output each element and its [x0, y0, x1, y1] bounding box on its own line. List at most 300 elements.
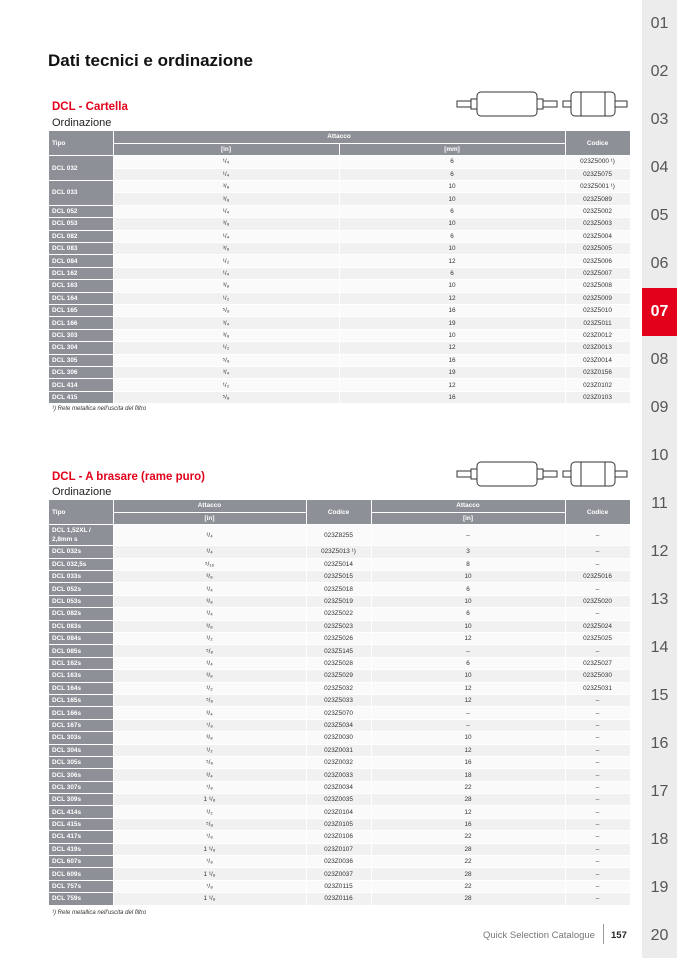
section1-title: DCL - Cartella — [52, 101, 128, 113]
cell-in2: 22 — [371, 880, 565, 892]
cell-in2: 12 — [371, 806, 565, 818]
cell-codice: 023Z5026 — [306, 633, 371, 645]
cell-codice2: – — [565, 719, 630, 731]
cell-tipo: DCL 304s — [49, 744, 113, 756]
footer-page-number: 157 — [611, 930, 627, 941]
table-row — [49, 546, 630, 558]
sidebar-tab-19[interactable]: 19 — [650, 879, 669, 896]
section2-subtitle: Ordinazione — [52, 486, 112, 498]
cell-in2: 10 — [371, 571, 565, 583]
cell-codice: 023Z0037 — [306, 868, 371, 880]
cell-in2: 10 — [371, 670, 565, 682]
cell-tipo: DCL 082 — [49, 230, 113, 242]
cell-codice2: – — [565, 694, 630, 706]
cell-in2: – — [371, 645, 565, 657]
cell-in: ³/₄ — [113, 366, 339, 378]
cell-codice: 023Z8255 — [306, 525, 371, 546]
sidebar-tab-07[interactable]: 07 — [642, 288, 677, 336]
cell-codice2: – — [565, 818, 630, 830]
cell-in: ³/₈ — [113, 732, 306, 744]
cell-in: ⁵/₈ — [113, 391, 339, 403]
cell-in2: 16 — [371, 756, 565, 768]
cell-in2: 6 — [371, 608, 565, 620]
table-row — [49, 205, 630, 217]
cell-tipo: DCL 306s — [49, 769, 113, 781]
table-row — [49, 329, 630, 341]
cell-codice2: – — [565, 831, 630, 843]
cell-codice: 023Z5004 — [565, 230, 630, 242]
cell-codice: 023Z0031 — [306, 744, 371, 756]
cell-codice: 023Z5034 — [306, 719, 371, 731]
table-row — [49, 156, 630, 168]
cell-mm: 19 — [339, 366, 565, 378]
table-row — [49, 868, 630, 880]
table-row — [49, 806, 630, 818]
table-row — [49, 366, 630, 378]
cell-codice2: – — [565, 546, 630, 558]
sidebar-tab-06[interactable]: 06 — [650, 255, 669, 272]
cell-tipo: DCL 082s — [49, 608, 113, 620]
cell-tipo: DCL 167s — [49, 719, 113, 731]
cell-tipo: DCL 305 — [49, 354, 113, 366]
cell-codice2: – — [565, 744, 630, 756]
cell-in2: 10 — [371, 620, 565, 632]
table-row — [49, 595, 630, 607]
cell-in2: 6 — [371, 657, 565, 669]
table-row — [49, 843, 630, 855]
cell-tipo: DCL 759s — [49, 893, 113, 905]
cell-in: ³/₄ — [113, 769, 306, 781]
cell-in2: 22 — [371, 781, 565, 793]
cell-codice: 023Z5033 — [306, 694, 371, 706]
cell-codice: 023Z0033 — [306, 769, 371, 781]
cell-codice2: – — [565, 880, 630, 892]
cell-mm: 6 — [339, 205, 565, 217]
sidebar-tab-09[interactable]: 09 — [650, 399, 669, 416]
cell-mm: 6 — [339, 156, 565, 168]
cell-in2: 18 — [371, 769, 565, 781]
cell-codice2: – — [565, 583, 630, 595]
table-row — [49, 769, 630, 781]
cell-tipo: DCL 305s — [49, 756, 113, 768]
cell-codice: 023Z5005 — [565, 243, 630, 255]
sidebar-tab-17[interactable]: 17 — [650, 783, 669, 800]
cell-in2: 28 — [371, 794, 565, 806]
cell-in2: 12 — [371, 694, 565, 706]
table-row — [49, 292, 630, 304]
cell-tipo: DCL 306 — [49, 366, 113, 378]
table-row — [49, 379, 630, 391]
cell-codice: 023Z0105 — [306, 818, 371, 830]
cell-in: ³/₈ — [113, 181, 339, 193]
cell-in: ⁷/₈ — [113, 719, 306, 731]
cell-codice: 023Z5029 — [306, 670, 371, 682]
cell-in: ⁵/₈ — [113, 645, 306, 657]
cell-tipo: DCL 033 — [49, 181, 113, 206]
cell-codice: 023Z5007 — [565, 267, 630, 279]
table-row — [49, 391, 630, 403]
cell-in2: 10 — [371, 595, 565, 607]
cell-in2: 6 — [371, 583, 565, 595]
table-row — [49, 218, 630, 230]
table-row — [49, 756, 630, 768]
sidebar-tab-15[interactable]: 15 — [650, 687, 669, 704]
sidebar-tab-03[interactable]: 03 — [650, 111, 669, 128]
cell-tipo: DCL 033s — [49, 571, 113, 583]
cell-in: 1 ¹/₈ — [113, 868, 306, 880]
cell-in: ¹/₂ — [113, 682, 306, 694]
cell-in: ¹/₄ — [113, 583, 306, 595]
cell-mm: 10 — [339, 181, 565, 193]
cell-mm: 12 — [339, 255, 565, 267]
col-header-codice: Codice — [565, 131, 630, 156]
col-header-in: [in] — [113, 143, 339, 155]
sidebar-tab-01[interactable]: 01 — [650, 15, 669, 32]
cell-codice: 023Z5011 — [565, 317, 630, 329]
cell-tipo: DCL 757s — [49, 880, 113, 892]
cell-codice: 023Z0036 — [306, 856, 371, 868]
cell-in: ³/₈ — [113, 218, 339, 230]
page-title: Dati tecnici e ordinazione — [48, 51, 253, 70]
cell-mm: 12 — [339, 292, 565, 304]
cell-mm: 10 — [339, 329, 565, 341]
cell-tipo: DCL 417s — [49, 831, 113, 843]
cell-in: ⁵/₈ — [113, 756, 306, 768]
cell-codice: 023Z5070 — [306, 707, 371, 719]
cell-codice2: 023Z5030 — [565, 670, 630, 682]
cell-codice: 023Z5089 — [565, 193, 630, 205]
cell-in: ¹/₄ — [113, 546, 306, 558]
cell-tipo: DCL 053 — [49, 218, 113, 230]
cell-mm: 16 — [339, 304, 565, 316]
cell-mm: 12 — [339, 379, 565, 391]
cell-codice2: – — [565, 794, 630, 806]
sidebar-tab-08[interactable]: 08 — [650, 351, 669, 368]
cell-tipo: DCL 415 — [49, 391, 113, 403]
cell-in: ³/₈ — [113, 571, 306, 583]
table-row — [49, 657, 630, 669]
cell-tipo: DCL 084 — [49, 255, 113, 267]
cell-codice: 023Z5018 — [306, 583, 371, 595]
cell-codice: 023Z5006 — [565, 255, 630, 267]
col-header-attacco: Attacco — [113, 500, 306, 512]
col-header-mm: [mm] — [339, 143, 565, 155]
cell-mm: 10 — [339, 280, 565, 292]
cell-tipo: DCL 309s — [49, 794, 113, 806]
cell-tipo: DCL 607s — [49, 856, 113, 868]
cell-tipo: DCL 162 — [49, 267, 113, 279]
cell-mm: 10 — [339, 218, 565, 230]
cell-tipo: DCL 083s — [49, 620, 113, 632]
cell-in: ¹/₄ — [113, 657, 306, 669]
footer-divider — [603, 924, 604, 944]
cell-tipo: DCL 419s — [49, 843, 113, 855]
table-row — [49, 670, 630, 682]
chapter-sidebar — [642, 0, 677, 958]
cell-mm: 6 — [339, 267, 565, 279]
cell-tipo: DCL 032s — [49, 546, 113, 558]
cell-in2: 22 — [371, 856, 565, 868]
cell-in: ¹/₂ — [113, 379, 339, 391]
cell-tipo: DCL 165s — [49, 694, 113, 706]
table-row — [49, 744, 630, 756]
cell-tipo: DCL 084s — [49, 633, 113, 645]
cell-mm: 16 — [339, 354, 565, 366]
cell-in2: 8 — [371, 558, 565, 570]
table-row — [49, 280, 630, 292]
cell-codice2: 023Z5031 — [565, 682, 630, 694]
cell-tipo: DCL 304 — [49, 342, 113, 354]
table-row — [49, 354, 630, 366]
table-row — [49, 230, 630, 242]
cell-codice2: 023Z5016 — [565, 571, 630, 583]
cell-mm: 16 — [339, 391, 565, 403]
table-row — [49, 856, 630, 868]
cell-mm: 19 — [339, 317, 565, 329]
cell-tipo: DCL 164s — [49, 682, 113, 694]
cell-in2: 22 — [371, 831, 565, 843]
table-row — [49, 193, 630, 205]
cell-in: ¹/₄ — [113, 168, 339, 180]
cell-codice: 023Z5013 ¹) — [306, 546, 371, 558]
table-row — [49, 694, 630, 706]
cell-in: ¹/₄ — [113, 608, 306, 620]
cell-in2: 16 — [371, 818, 565, 830]
col-header-in: [in] — [113, 512, 306, 524]
cell-codice: 023Z5022 — [306, 608, 371, 620]
cell-codice2: – — [565, 645, 630, 657]
cell-tipo: DCL 162s — [49, 657, 113, 669]
cell-in2: – — [371, 707, 565, 719]
table-row — [49, 525, 630, 546]
sidebar-tab-10[interactable]: 10 — [650, 447, 669, 464]
cell-codice2: 023Z5024 — [565, 620, 630, 632]
cell-codice: 023Z0106 — [306, 831, 371, 843]
sidebar-tab-12[interactable]: 12 — [650, 543, 669, 560]
cell-in: ⁷/₈ — [113, 856, 306, 868]
cell-in: ¹/₄ — [113, 205, 339, 217]
table-row — [49, 682, 630, 694]
table-row — [49, 719, 630, 731]
table-row — [49, 732, 630, 744]
col-header-codice-2: Codice — [565, 500, 630, 525]
table-row — [49, 893, 630, 905]
cell-in2: 28 — [371, 893, 565, 905]
table-row — [49, 620, 630, 632]
cell-codice: 023Z5023 — [306, 620, 371, 632]
cell-tipo: DCL 303 — [49, 329, 113, 341]
cell-codice: 023Z0034 — [306, 781, 371, 793]
cell-codice: 023Z0116 — [306, 893, 371, 905]
cell-codice2: – — [565, 756, 630, 768]
sidebar-tab-14[interactable]: 14 — [650, 639, 669, 656]
cell-in: ⁵/₈ — [113, 354, 339, 366]
cell-in: ⁵/₈ — [113, 694, 306, 706]
cell-mm: 10 — [339, 193, 565, 205]
col-header-in-2: [in] — [371, 512, 565, 524]
cell-mm: 6 — [339, 168, 565, 180]
table-row — [49, 243, 630, 255]
cell-in2: 28 — [371, 868, 565, 880]
cell-in: ⁷/₈ — [113, 831, 306, 843]
col-header-codice: Codice — [306, 500, 371, 525]
cell-codice2: – — [565, 868, 630, 880]
cell-in: ⁷/₈ — [113, 880, 306, 892]
cell-in: ⁵/₈ — [113, 304, 339, 316]
cell-tipo: DCL 414 — [49, 379, 113, 391]
cell-in2: 12 — [371, 744, 565, 756]
cell-codice: 023Z0030 — [306, 732, 371, 744]
cartella-order-table — [49, 131, 631, 404]
cell-tipo: DCL 163s — [49, 670, 113, 682]
table-row — [49, 181, 630, 193]
table-row — [49, 342, 630, 354]
cell-mm: 10 — [339, 243, 565, 255]
sidebar-tab-11[interactable]: 11 — [651, 495, 668, 512]
cell-codice: 023Z5001 ¹) — [565, 181, 630, 193]
table-row — [49, 633, 630, 645]
cell-codice2: 023Z5020 — [565, 595, 630, 607]
cell-codice: 023Z5075 — [565, 168, 630, 180]
cell-codice: 023Z5019 — [306, 595, 371, 607]
cell-mm: 12 — [339, 342, 565, 354]
cell-tipo: DCL 052 — [49, 205, 113, 217]
cell-codice2: – — [565, 893, 630, 905]
cell-codice2: – — [565, 525, 630, 546]
cell-codice: 023Z0107 — [306, 843, 371, 855]
table-row — [49, 558, 630, 570]
cell-codice2: – — [565, 732, 630, 744]
cell-codice2: – — [565, 608, 630, 620]
cell-tipo: DCL 415s — [49, 818, 113, 830]
cell-codice: 023Z0115 — [306, 880, 371, 892]
cell-in2: 12 — [371, 682, 565, 694]
cell-in: 1 ¹/₈ — [113, 843, 306, 855]
cell-codice2: – — [565, 843, 630, 855]
cell-in: ³/₈ — [113, 595, 306, 607]
cell-in2: – — [371, 719, 565, 731]
cell-in: ⁷/₈ — [113, 781, 306, 793]
cell-in: ¹/₂ — [113, 806, 306, 818]
cell-in: ³/₈ — [113, 329, 339, 341]
cell-codice2: – — [565, 769, 630, 781]
cell-codice: 023Z0013 — [565, 342, 630, 354]
col-header-tipo: Tipo — [49, 131, 113, 156]
cell-in2: 28 — [371, 843, 565, 855]
cell-in: ¹/₄ — [113, 525, 306, 546]
table-row — [49, 608, 630, 620]
cell-in: ¹/₂ — [113, 342, 339, 354]
sidebar-tab-13[interactable]: 13 — [650, 591, 669, 608]
col-header-attacco-2: Attacco — [371, 500, 565, 512]
cell-mm: 6 — [339, 230, 565, 242]
table-row — [49, 880, 630, 892]
cell-in2: 12 — [371, 633, 565, 645]
cell-codice2: 023Z5025 — [565, 633, 630, 645]
cell-codice: 023Z0103 — [565, 391, 630, 403]
cell-tipo: DCL 032,5s — [49, 558, 113, 570]
cell-codice: 023Z0012 — [565, 329, 630, 341]
cell-tipo: DCL 166s — [49, 707, 113, 719]
cell-in: ³/₄ — [113, 317, 339, 329]
cell-codice2: 023Z5027 — [565, 657, 630, 669]
cell-tipo: DCL 165 — [49, 304, 113, 316]
cell-tipo: DCL 032 — [49, 156, 113, 181]
cell-in: ¹/₂ — [113, 255, 339, 267]
cell-tipo: DCL 307s — [49, 781, 113, 793]
cell-codice: 023Z0156 — [565, 366, 630, 378]
table-row — [49, 304, 630, 316]
sidebar-tab-16[interactable]: 16 — [650, 735, 669, 752]
sidebar-tab-05[interactable]: 05 — [650, 207, 669, 224]
cell-in: ³/₈ — [113, 280, 339, 292]
table-row — [49, 571, 630, 583]
cell-in: ³/₈ — [113, 193, 339, 205]
cell-codice2: – — [565, 707, 630, 719]
sidebar-tab-18[interactable]: 18 — [650, 831, 669, 848]
sidebar-tab-02[interactable]: 02 — [650, 63, 669, 80]
cell-tipo: DCL 414s — [49, 806, 113, 818]
table-row — [49, 781, 630, 793]
sidebar-tab-20[interactable]: 20 — [650, 927, 669, 944]
cell-codice: 023Z5000 ¹) — [565, 156, 630, 168]
sidebar-tab-04[interactable]: 04 — [650, 159, 669, 176]
cell-in: ¹/₂ — [113, 744, 306, 756]
cell-in: ⁵/₁₆ — [113, 558, 306, 570]
cell-codice: 023Z5009 — [565, 292, 630, 304]
section2-footnote: ¹) Rete metallica nell'uscita del filtro — [52, 910, 147, 916]
cell-tipo: DCL 053s — [49, 595, 113, 607]
cell-tipo: DCL 166 — [49, 317, 113, 329]
filter-drier-illustration — [455, 89, 630, 119]
cell-tipo: DCL 052s — [49, 583, 113, 595]
table-row — [49, 794, 630, 806]
section1-footnote: ¹) Rete metallica nell'uscita del filtro — [52, 406, 147, 412]
cell-tipo: DCL 164 — [49, 292, 113, 304]
cell-in: 1 ¹/₈ — [113, 893, 306, 905]
table-row — [49, 255, 630, 267]
cell-codice: 023Z0102 — [565, 379, 630, 391]
cell-codice: 023Z5003 — [565, 218, 630, 230]
filter-drier-braze-illustration — [455, 459, 630, 489]
cell-codice: 023Z0032 — [306, 756, 371, 768]
table-row — [49, 267, 630, 279]
cell-tipo: DCL 1,52XL / 2,8mm s — [49, 525, 113, 546]
brasare-order-table — [49, 500, 631, 906]
cell-in: 1 ¹/₈ — [113, 794, 306, 806]
cell-codice: 023Z5010 — [565, 304, 630, 316]
cell-codice2: – — [565, 856, 630, 868]
table-row — [49, 818, 630, 830]
cell-codice: 023Z5008 — [565, 280, 630, 292]
cell-codice2: – — [565, 806, 630, 818]
cell-in2: 3 — [371, 546, 565, 558]
cell-tipo: DCL 083 — [49, 243, 113, 255]
cell-in: ¹/₂ — [113, 633, 306, 645]
cell-in: ³/₈ — [113, 670, 306, 682]
cell-tipo: DCL 085s — [49, 645, 113, 657]
cell-codice: 023Z0104 — [306, 806, 371, 818]
table-row — [49, 583, 630, 595]
cell-codice: 023Z5015 — [306, 571, 371, 583]
cell-codice: 023Z0014 — [565, 354, 630, 366]
cell-codice: 023Z5014 — [306, 558, 371, 570]
col-header-tipo: Tipo — [49, 500, 113, 525]
cell-codice: 023Z0035 — [306, 794, 371, 806]
cell-in: ³/₈ — [113, 620, 306, 632]
cell-in2: – — [371, 525, 565, 546]
cell-in: ¹/₂ — [113, 292, 339, 304]
